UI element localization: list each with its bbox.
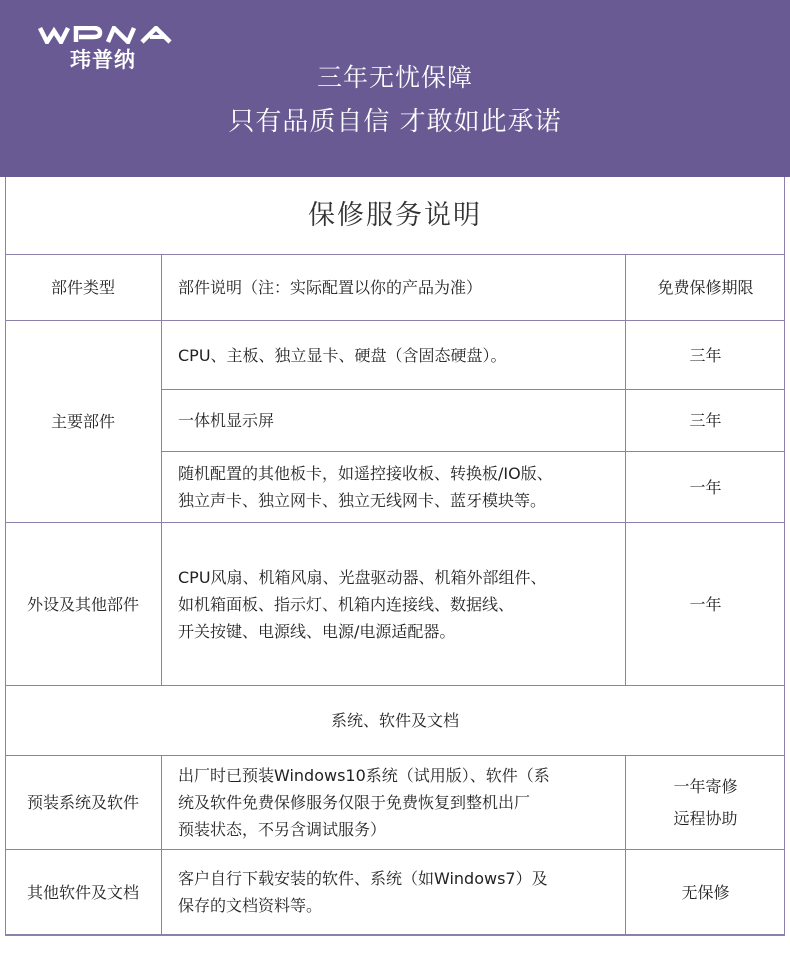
main-row-3-period: 一年 xyxy=(689,477,722,497)
slogan-line-1: 三年无忧保障 xyxy=(316,63,473,92)
main-row-1-desc: CPU、主板、独立显卡、硬盘（含固态硬盘）。 xyxy=(178,345,507,365)
other-software-desc: 客户自行下载安装的软件、系统（如Windows7）及 保存的文档资料等。 xyxy=(178,869,548,915)
header-description: 部件说明（注：实际配置以你的产品为准） xyxy=(178,278,483,297)
main-row-2-desc: 一体机显示屏 xyxy=(178,411,275,430)
table-title: 保修服务说明 xyxy=(308,200,482,231)
preinstalled-period: 一年寄修 远程协助 xyxy=(673,776,738,828)
main-row-1-period: 三年 xyxy=(689,345,722,365)
warranty-table xyxy=(5,177,785,936)
category-main-parts: 主要部件 xyxy=(50,412,115,431)
header-category: 部件类型 xyxy=(50,278,115,297)
wpna-logo-icon xyxy=(38,26,180,44)
main-row-2-period: 三年 xyxy=(689,411,722,430)
preinstalled-desc: 出厂时已预装Windows10系统（试用版）、软件（系 统及软件免费保修服务仅限于免费恢复到整机出厂 预装状态，不另含调试服务） xyxy=(178,766,550,839)
category-preinstalled: 预装系统及软件 xyxy=(26,793,139,812)
peripherals-desc: CPU风扇、机箱风扇、光盘驱动器、机箱外部组件、 如机箱面板、指示灯、机箱内连接线、数据线、 开关按键、电源线、电源/电源适配器。 xyxy=(178,567,547,641)
slogan-line-2: 只有品质自信 才敢如此承诺 xyxy=(228,107,562,137)
section-software-docs: 系统、软件及文档 xyxy=(330,711,459,730)
brand-logo xyxy=(38,26,180,44)
brand-name: 玮普纳 xyxy=(70,48,136,72)
category-peripherals: 外设及其他部件 xyxy=(26,594,139,614)
peripherals-period: 一年 xyxy=(689,594,722,614)
other-software-period: 无保修 xyxy=(681,882,730,902)
header-period: 免费保修期限 xyxy=(657,278,754,297)
header-banner xyxy=(0,0,790,177)
category-other-software: 其他软件及文档 xyxy=(26,882,139,902)
main-row-3-desc: 随机配置的其他板卡，如遥控接收板、转换板/IO版、 独立声卡、独立网卡、独立无线网卡、蓝牙模块等。 xyxy=(178,464,553,510)
